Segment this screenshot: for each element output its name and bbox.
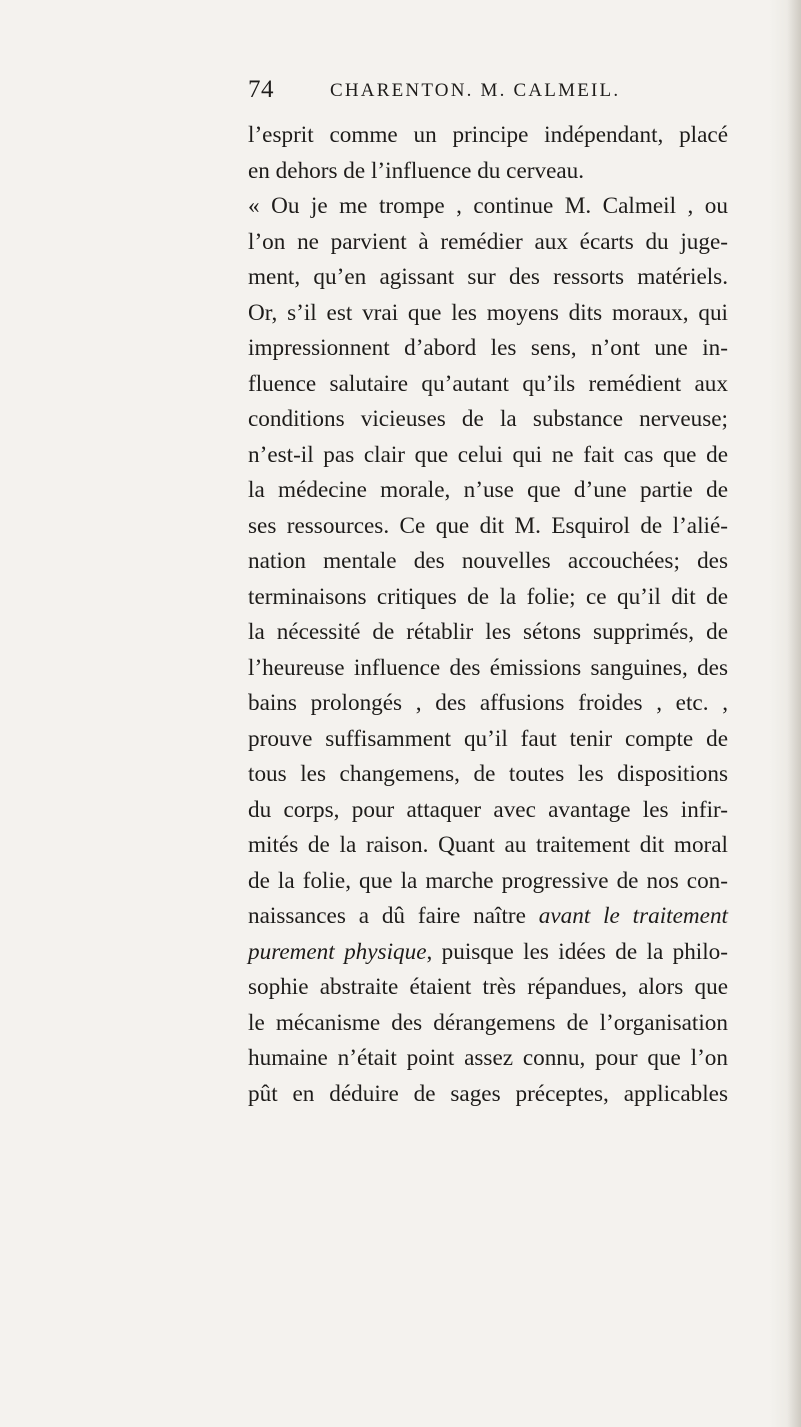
- text-line: [248, 899, 728, 935]
- text-italic: avant le traitement: [538, 903, 728, 929]
- text-line: de la folie, que la marche progressive de nos con-: [248, 867, 728, 894]
- text-line: sophie abstraite étaient très répandues, alors que: [248, 974, 728, 1000]
- text-line: pût en déduire de sages préceptes, applicables: [248, 1080, 728, 1107]
- text-line: la nécessité de rétablir les sétons supprimés, de: [248, 619, 728, 645]
- running-head: CHARENTON. M. CALMEIL.: [330, 80, 621, 101]
- text-line: fluence salutaire qu’autant qu’ils remédient aux: [248, 370, 728, 397]
- text-line: la médecine morale, n’use que d’une partie de: [248, 477, 728, 503]
- text-roman: naissances a dû faire naître: [248, 903, 539, 929]
- text-line: conditions vicieuses de la substance nerveuse;: [248, 406, 728, 432]
- text-line: terminaisons critiques de la folie; ce qu’il dit de: [248, 583, 728, 610]
- text-line: Or, s’il est vrai que les moyens dits moraux, qui: [248, 299, 728, 326]
- text-line: impressionnent d’abord les sens, n’ont une in-: [248, 335, 728, 361]
- text-line: « Ou je me trompe , continue M. Calmeil , ou: [248, 193, 728, 219]
- text-roman: , puisque les idées de la philo-: [426, 938, 728, 965]
- text-line: l’heureuse influence des émissions sanguines, des: [248, 654, 728, 681]
- text-line: mités de la raison. Quant au traitement dit moral: [248, 832, 728, 858]
- text-line: l’esprit comme un principe indépendant, placé: [248, 122, 728, 148]
- text-line: [248, 935, 728, 971]
- page-number: 74: [248, 76, 274, 103]
- text-line: prouve suffisamment qu’il faut tenir compte de: [248, 725, 728, 752]
- text-line: l’on ne parvient à remédier aux écarts du juge-: [248, 228, 728, 255]
- text-italic: purement physique: [248, 938, 427, 965]
- text-line: en dehors de l’influence du cerveau.: [248, 157, 585, 184]
- text-line: n’est-il pas clair que celui qui ne fait cas que de: [248, 441, 728, 468]
- body-text: [248, 118, 728, 1112]
- text-line: du corps, pour attaquer avec avantage les infir-: [248, 796, 728, 823]
- text-line: tous les changemens, de toutes les dispositions: [248, 761, 728, 787]
- text-line: ses ressources. Ce que dit M. Esquirol de l’alié-: [248, 512, 728, 539]
- text-line: bains prolongés , des affusions froides , etc. ,: [248, 690, 728, 716]
- text-line: ment, qu’en agissant sur des ressorts matériels.: [248, 264, 728, 290]
- text-line: nation mentale des nouvelles accouchées; des: [248, 548, 728, 574]
- text-line: le mécanisme des dérangemens de l’organisation: [248, 1009, 728, 1036]
- page-edge-shadow: [787, 0, 801, 1427]
- text-line: humaine n’était point assez connu, pour que l’on: [248, 1045, 728, 1071]
